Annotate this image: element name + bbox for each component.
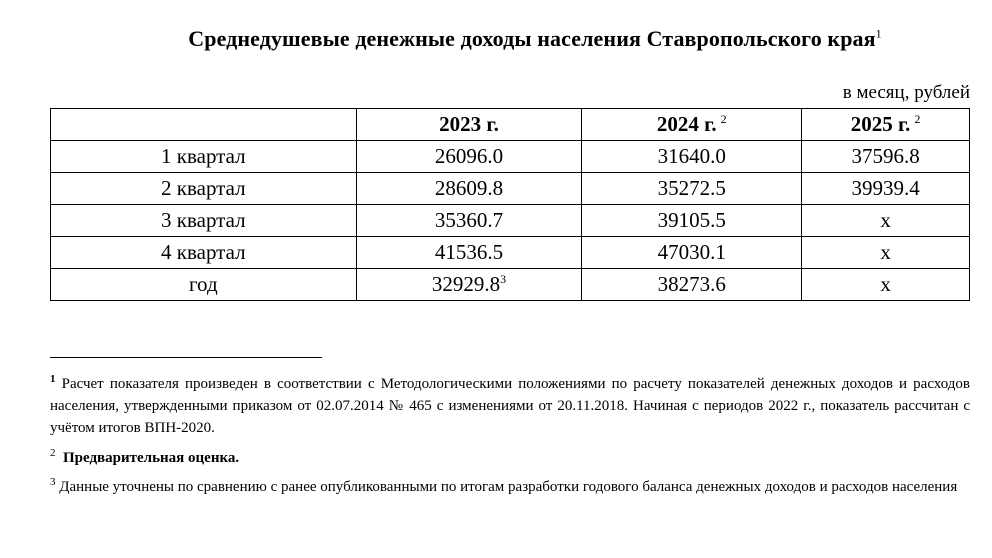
cell-2023: 35360.7 — [356, 205, 582, 237]
table-row — [51, 173, 970, 205]
cell-2025: x — [802, 205, 970, 237]
footnote-mark: 2 — [50, 447, 56, 459]
cell-2024: 39105.5 — [582, 205, 802, 237]
cell-2023: 32929.8$^3$ — [356, 269, 582, 301]
header-cell-period — [51, 109, 357, 141]
footnote-text: Расчет показателя произведен в соответствии с Методологическими положениями по расчету показателей денежных доходов и расходов населения, утвержденными приказом от 02.07.2014 № 465 с изменениями от 20.11.2018. Начиная с периодов 2022 г., показатель рассчитан с учётом итогов ВПН-2020. — [50, 376, 970, 436]
footnote-divider — [50, 357, 322, 358]
cell-2023: 41536.5 — [356, 237, 582, 269]
table-row — [51, 205, 970, 237]
income-table — [50, 108, 970, 301]
header-footnote-mark: 2 — [914, 112, 921, 126]
cell-2025: 37596.8 — [802, 141, 970, 173]
footnote-mark: 1 — [50, 373, 56, 385]
title-text: Среднедушевые денежные доходы населения Ставропольского края — [188, 26, 876, 51]
table-header-row — [51, 109, 970, 141]
title-footnote-mark: 1 — [875, 26, 882, 41]
row-label: 2 квартал — [51, 173, 357, 205]
footnote-1 — [50, 368, 970, 439]
footnote-2 — [50, 442, 970, 469]
cell-2024: 31640.0 — [582, 141, 802, 173]
header-cell-2024: 2024 г. $^2$ — [582, 109, 802, 141]
row-label: 4 квартал — [51, 237, 357, 269]
row-label: 1 квартал — [51, 141, 357, 173]
cell-2025: x — [802, 237, 970, 269]
header-cell-2025: 2025 г. $^2$ — [802, 109, 970, 141]
row-label: год — [51, 269, 357, 301]
footnote-mark: 3 — [50, 476, 56, 488]
cell-2025: 39939.4 — [802, 173, 970, 205]
cell-footnote-mark: 3 — [500, 272, 507, 286]
cell-2024: 38273.6 — [582, 269, 802, 301]
table-row — [51, 141, 970, 173]
header-cell-2023: 2023 г. — [356, 109, 582, 141]
table-row — [51, 269, 970, 301]
row-label: 3 квартал — [51, 205, 357, 237]
cell-2024: 47030.1 — [582, 237, 802, 269]
cell-2023: 26096.0 — [356, 141, 582, 173]
footnotes — [50, 368, 970, 498]
header-footnote-mark: 2 — [720, 112, 727, 126]
cell-2023: 28609.8 — [356, 173, 582, 205]
footnote-text: Предварительная оценка. — [63, 450, 240, 466]
footnote-text: Данные уточнены по сравнению с ранее опубликованными по итогам разработки годового баланса денежных доходов и расходов населения — [59, 479, 958, 495]
cell-2024: 35272.5 — [582, 173, 802, 205]
page-title — [0, 26, 992, 52]
footnote-3 — [50, 471, 970, 498]
cell-2025: x — [802, 269, 970, 301]
table-row — [51, 237, 970, 269]
units-label: в месяц, рублей — [842, 82, 970, 103]
